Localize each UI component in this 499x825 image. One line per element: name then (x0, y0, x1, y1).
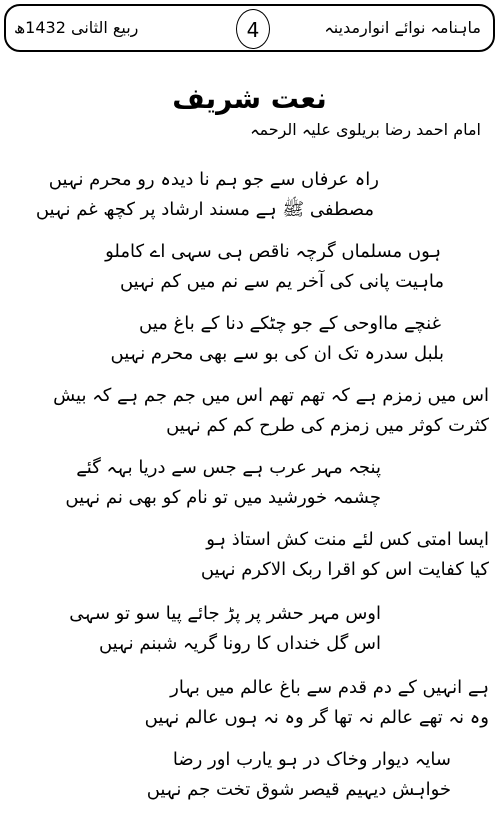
verse-line: ہے انہیں کے دم قدم سے باغ عالم میں بہار (170, 677, 489, 698)
verse-line: اس گل خنداں کا رونا گریہ شبنم نہیں (98, 633, 381, 654)
verse-line: اوس مہر حشر پر پڑ جائے پیا سو تو سہی (69, 603, 381, 624)
verse-line: ماہیت پانی کی آخر یم سے نم میں کم نہیں (119, 271, 444, 292)
page-number: 4 (236, 9, 270, 49)
author-line: امام احمد رضا بریلوی علیہ الرحمہ (250, 120, 481, 139)
verse-line: چشمہ خورشید میں تو نام کو بھی نم نہیں (65, 487, 381, 508)
verse-line: مصطفی ﷺ ہے مسند ارشاد پر کچھ غم نہیں (35, 199, 374, 220)
verse-line: کثرت کوثر میں زمزم کی طرح کم کم نہیں (166, 415, 489, 436)
verse-line: سایہ دیوار وخاک در ہو یارب اور رضا (172, 749, 451, 770)
verse-line: غنچے مااوحی کے جو چٹکے دنا کے باغ میں (139, 313, 441, 334)
verse-line: کیا کفایت اس کو اقرا ربک الاکرم نہیں (200, 559, 489, 580)
page-title: نعت شریف (172, 82, 327, 115)
verse-line: اس میں زمزم ہے کہ تھم تھم اس میں جم جم ہے کہ بیش (53, 385, 489, 406)
verse-line: ہوں مسلماں گرچہ ناقص ہی سہی اے کاملو (105, 241, 441, 262)
verse-line: پنجہ مہر عرب ہے جس سے دریا بہہ گئے (76, 457, 381, 478)
magazine-name: ماہنامہ نوائے انوارمدینہ (324, 18, 481, 37)
issue-date: ربیع الثانی 1432ھ (14, 18, 139, 37)
verse-line: بلبل سدرہ تک ان کی بو سے بھی محرم نہیں (110, 343, 444, 364)
verse-line: راہ عرفاں سے جو ہم نا دیدہ رو محرم نہیں (48, 169, 379, 190)
verse-line: خواہش دیہیم قیصر شوق تخت جم نہیں (146, 779, 451, 800)
verse-line: ایسا امتی کس لئے منت کش استاذ ہو (206, 529, 489, 550)
verse-line: وہ نہ تھے عالم نہ تھا گر وہ نہ ہوں عالم نہیں (144, 707, 489, 728)
